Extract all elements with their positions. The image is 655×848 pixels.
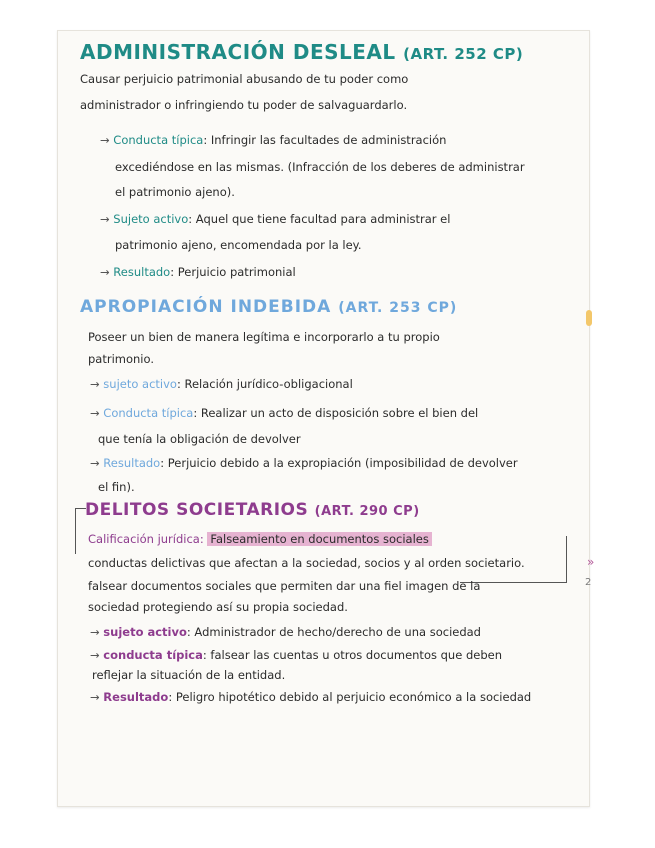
item-text: : Perjuicio patrimonial bbox=[170, 265, 296, 279]
arrow-icon: → bbox=[90, 406, 100, 420]
arrow-icon: → bbox=[90, 456, 100, 470]
item-conducta-tipica bbox=[100, 133, 446, 147]
item-text-continued: patrimonio ajeno, encomendada por la ley. bbox=[115, 238, 362, 252]
item-label: conducta típica bbox=[103, 648, 203, 662]
title-text: APROPIACIÓN INDEBIDA bbox=[80, 297, 332, 317]
section-title-delitos bbox=[85, 500, 420, 520]
arrow-icon: → bbox=[90, 648, 100, 662]
arrow-icon: → bbox=[90, 377, 100, 391]
title-text: DELITOS SOCIETARIOS bbox=[85, 500, 309, 520]
item-label: Conducta típica bbox=[113, 133, 204, 147]
title-text: ADMINISTRACIÓN DESLEAL bbox=[80, 40, 396, 64]
item-text-continued: que tenía la obligación de devolver bbox=[98, 432, 301, 446]
paragraph-line: conductas delictivas que afectan a la sociedad, socios y al orden societario. bbox=[88, 556, 525, 570]
item-label: Sujeto activo bbox=[113, 212, 189, 226]
item-text-continued: reflejar la situación de la entidad. bbox=[92, 668, 286, 682]
page-tab-marker bbox=[586, 310, 592, 326]
item-text: : Perjuicio debido a la expropiación (imposibilidad de devolver bbox=[160, 456, 518, 470]
item-text: : Administrador de hecho/derecho de una sociedad bbox=[186, 625, 481, 639]
item-label: sujeto activo bbox=[103, 377, 177, 391]
paragraph-line: falsear documentos sociales que permiten dar una fiel imagen de la bbox=[88, 579, 481, 593]
calificacion-label: Calificación jurídica: bbox=[88, 532, 204, 546]
highlighted-text: Falseamiento en documentos sociales bbox=[207, 532, 431, 546]
item-resultado bbox=[90, 690, 531, 704]
item-sujeto-activo bbox=[90, 377, 353, 391]
item-conducta-tipica bbox=[90, 648, 502, 662]
item-resultado bbox=[100, 265, 296, 279]
item-text: : Infringir las facultades de administración bbox=[203, 133, 447, 147]
item-sujeto-activo bbox=[100, 212, 450, 226]
item-label: Resultado bbox=[103, 456, 161, 470]
margin-arrow-mark: » bbox=[587, 555, 595, 569]
item-text-continued: el fin). bbox=[98, 480, 135, 494]
item-resultado bbox=[90, 456, 518, 470]
title-article: (ART. 290 CP) bbox=[314, 504, 420, 519]
item-text-continued: el patrimonio ajeno). bbox=[115, 185, 235, 199]
item-text: : falsear las cuentas u otros documentos que deben bbox=[202, 648, 502, 662]
item-text: : Peligro hipotético debido al perjuicio económico a la sociedad bbox=[168, 690, 532, 704]
section-title-administracion bbox=[80, 40, 523, 64]
definition-line: Poseer un bien de manera legítima e incorporarlo a tu propio bbox=[88, 330, 440, 344]
arrow-icon: → bbox=[90, 625, 100, 639]
item-text-continued: excediéndose en las mismas. (Infracción de los deberes de administrar bbox=[115, 160, 525, 174]
calificacion-line bbox=[88, 532, 432, 546]
item-sujeto-activo bbox=[90, 625, 481, 639]
definition-line: administrador o infringiendo tu poder de salvaguardarlo. bbox=[80, 98, 408, 112]
arrow-icon: → bbox=[100, 212, 110, 226]
paragraph-line: sociedad protegiendo así su propia sociedad. bbox=[88, 600, 348, 614]
definition-line: patrimonio. bbox=[88, 352, 154, 366]
arrow-icon: → bbox=[100, 133, 110, 147]
item-label: Resultado bbox=[103, 690, 169, 704]
definition-line: Causar perjuicio patrimonial abusando de tu poder como bbox=[80, 72, 409, 86]
margin-number: 2 bbox=[585, 577, 592, 588]
title-article: (ART. 252 CP) bbox=[403, 45, 524, 63]
section-title-apropiacion bbox=[80, 297, 457, 317]
item-label: Conducta típica bbox=[103, 406, 194, 420]
item-label: Resultado bbox=[113, 265, 171, 279]
item-text: : Realizar un acto de disposición sobre el bien del bbox=[193, 406, 479, 420]
item-label: sujeto activo bbox=[103, 625, 187, 639]
arrow-icon: → bbox=[90, 690, 100, 704]
item-conducta-tipica bbox=[90, 406, 478, 420]
item-text: : Relación jurídico-obligacional bbox=[176, 377, 353, 391]
arrow-icon: → bbox=[100, 265, 110, 279]
item-text: : Aquel que tiene facultad para administrar el bbox=[188, 212, 451, 226]
title-article: (ART. 253 CP) bbox=[338, 300, 458, 316]
